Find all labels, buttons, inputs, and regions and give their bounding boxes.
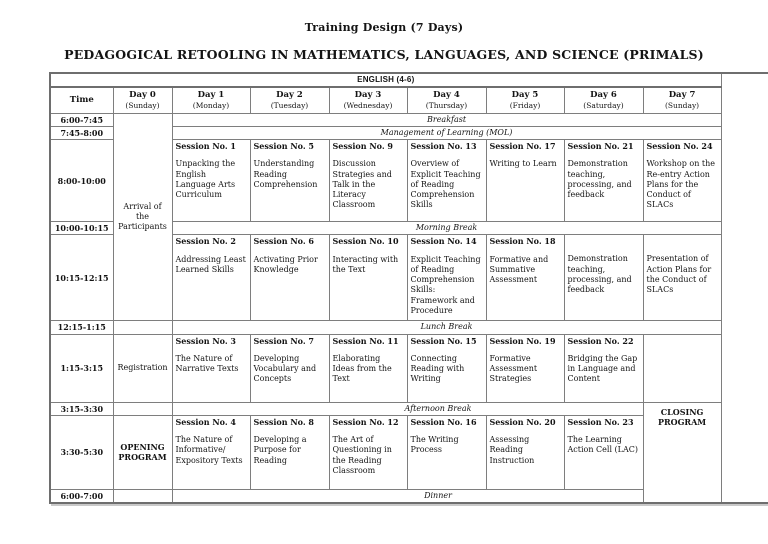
session-cell xyxy=(407,140,486,222)
session-title: Discussion Strategies and Talk in the Literacy Classroom xyxy=(332,159,392,210)
session-number: Session No. 17 xyxy=(489,141,556,152)
session-title: Formative Assessment Strategies xyxy=(489,353,538,384)
session-number: Session No. 21 xyxy=(567,141,634,152)
day-label: Day 6 xyxy=(590,90,617,101)
mol-cell: Management of Learning (MOL) xyxy=(172,126,721,139)
time-cell: 10:00-10:15 xyxy=(50,222,113,235)
session-title: Understanding Reading Comprehension xyxy=(253,159,318,189)
session-title: Developing Vocabulary and Concepts xyxy=(253,353,317,384)
session-cell xyxy=(486,140,564,222)
session-number: Session No. 15 xyxy=(410,335,477,346)
session-title: Demonstration teaching, processing, and feedback xyxy=(567,159,632,200)
day-sublabel: (Sunday) xyxy=(125,101,160,111)
breakfast-cell: Breakfast xyxy=(172,113,721,126)
session-cell xyxy=(564,415,643,489)
session-cell xyxy=(329,140,407,222)
page-title: Training Design (7 Days) xyxy=(304,21,464,34)
session-number: Session No. 22 xyxy=(567,335,634,346)
day0-arrival-cell: Arrival of the Participants xyxy=(113,113,172,321)
session-cell xyxy=(486,334,564,402)
session-cell xyxy=(172,140,250,222)
page-subtitle: PEDAGOGICAL RETOOLING IN MATHEMATICS, LANGUAGES, AND SCIENCE (PRIMALS) xyxy=(64,47,704,62)
day-sublabel: (Monday) xyxy=(192,101,230,111)
session-number: Session No. 19 xyxy=(489,335,556,346)
session-cell xyxy=(172,334,250,402)
session-cell xyxy=(564,235,643,321)
col-header-day1 xyxy=(172,87,250,113)
dinner-cell: Dinner xyxy=(172,489,643,503)
session-title: Presentation of Action Plans for the Conduct of SLACs xyxy=(646,254,712,295)
session-title: Activating Prior Knowledge xyxy=(253,254,318,274)
session-title: Addressing Least Learned Skills xyxy=(175,254,246,274)
day-label: Day 7 xyxy=(668,90,696,101)
session-number: Session No. 20 xyxy=(489,416,556,427)
session-cell xyxy=(564,140,643,222)
col-header-day3 xyxy=(329,87,407,113)
session-cell xyxy=(407,235,486,321)
time-cell: 12:15-1:15 xyxy=(50,321,113,334)
day-sublabel: (Wednesday) xyxy=(343,101,393,111)
session-title: Developing a Purpose for Reading xyxy=(253,435,307,465)
session-number: Session No. 10 xyxy=(332,236,399,247)
session-title: The Art of Questioning in the Reading Classroom xyxy=(332,435,392,475)
session-title: Explicit Teaching of Reading Comprehension Skills: Framework and Procedure xyxy=(410,254,481,315)
time-cell: 6:00-7:45 xyxy=(50,113,113,126)
session-title: Overview of Explicit Teaching of Reading Comprehension Skills xyxy=(410,159,481,210)
session-cell xyxy=(643,235,721,321)
day-sublabel: (Sunday) xyxy=(664,101,700,111)
time-cell: 1:15-3:15 xyxy=(50,334,113,402)
session-title: The Nature of Narrative Texts xyxy=(175,353,239,374)
session-cell xyxy=(407,415,486,489)
day0-opening-program-cell: OPENING PROGRAM xyxy=(113,415,172,489)
table-banner: ENGLISH (4-6) xyxy=(50,73,721,87)
session-title: Formative and Summative Assessment xyxy=(489,254,549,285)
row-breakfast xyxy=(50,113,768,126)
session-number xyxy=(647,236,718,246)
session-cell xyxy=(643,140,721,222)
col-header-day6 xyxy=(564,87,643,113)
session-cell xyxy=(250,140,329,222)
session-number: Session No. 14 xyxy=(410,236,477,247)
session-cell xyxy=(486,235,564,321)
session-number: Session No. 6 xyxy=(253,236,314,247)
session-number: Session No. 13 xyxy=(410,141,477,152)
header-row xyxy=(50,87,768,113)
session-title: Elaborating Ideas from the Text xyxy=(332,353,392,384)
col-header-day2 xyxy=(250,87,329,113)
day-label: Day 4 xyxy=(433,90,460,101)
session-title: Unpacking the English Language Arts Curriculum xyxy=(175,159,236,200)
session-number: Session No. 3 xyxy=(175,335,236,346)
col-header-day0 xyxy=(113,87,172,113)
session-title: The Writing Process xyxy=(410,435,459,455)
day0-registration-cell: Registration xyxy=(113,334,172,402)
training-schedule-table xyxy=(49,72,768,504)
session-number: Session No. 2 xyxy=(175,236,236,247)
day0-empty-cell xyxy=(113,489,172,503)
time-cell: 3:15-3:30 xyxy=(50,402,113,415)
banner-row xyxy=(50,73,768,87)
time-cell: 10:15-12:15 xyxy=(50,235,113,321)
day-sublabel: (Saturday) xyxy=(583,101,624,111)
session-cell xyxy=(250,415,329,489)
session-cell xyxy=(564,334,643,402)
session-title: Interacting with the Text xyxy=(332,254,399,274)
col-header-day7 xyxy=(643,87,721,113)
session-title: Workshop on the Re-entry Action Plans for the Conduct of SLACs xyxy=(646,159,716,210)
session-number: Session No. 8 xyxy=(253,416,314,427)
row-lunch-break xyxy=(50,321,768,334)
session-number: Session No. 24 xyxy=(646,141,713,152)
morning-break-cell: Morning Break xyxy=(172,222,721,235)
col-header-time xyxy=(50,87,113,113)
session-cell xyxy=(329,235,407,321)
session-cell xyxy=(329,334,407,402)
time-cell: 7:45-8:00 xyxy=(50,126,113,139)
day-sublabel: (Tuesday) xyxy=(270,101,309,111)
day0-empty-cell xyxy=(113,402,172,415)
day-label: Day 3 xyxy=(354,90,382,101)
time-header-label: Time xyxy=(69,95,94,106)
session-title: Assessing Reading Instruction xyxy=(489,435,535,465)
session-cell xyxy=(486,415,564,489)
session-number: Session No. 12 xyxy=(332,416,399,427)
day7-empty-cell xyxy=(643,334,721,402)
day-sublabel: (Friday) xyxy=(509,101,541,111)
session-number: Session No. 4 xyxy=(175,416,236,427)
session-title: Bridging the Gap in Language and Content xyxy=(567,353,638,384)
session-cell xyxy=(250,235,329,321)
day0-empty-cell xyxy=(113,321,172,334)
session-cell xyxy=(407,334,486,402)
session-cell xyxy=(329,415,407,489)
day7-closing-program-cell: CLOSING PROGRAM xyxy=(643,402,721,503)
session-number: Session No. 7 xyxy=(253,335,314,346)
day-label: Day 2 xyxy=(276,90,303,101)
session-number: Session No. 23 xyxy=(567,416,634,427)
time-cell: 6:00-7:00 xyxy=(50,489,113,503)
session-number: Session No. 16 xyxy=(410,416,477,427)
col-header-day4 xyxy=(407,87,486,113)
session-number: Session No. 9 xyxy=(332,141,393,152)
afternoon-break-cell: Afternoon Break xyxy=(172,402,643,415)
day-label: Day 1 xyxy=(197,90,225,101)
row-afternoon-break xyxy=(50,402,768,415)
col-header-day5 xyxy=(486,87,564,113)
day-label: Day 5 xyxy=(511,90,539,101)
session-cell xyxy=(172,235,250,321)
session-cell xyxy=(250,334,329,402)
session-title: Writing to Learn xyxy=(489,159,557,169)
time-cell: 8:00-10:00 xyxy=(50,140,113,222)
session-cell xyxy=(172,415,250,489)
session-number xyxy=(568,236,640,246)
session-title: The Nature of Informative/ Expository Texts xyxy=(175,435,243,465)
session-title: Demonstration teaching, processing, and feedback xyxy=(567,254,632,295)
day-label: Day 0 xyxy=(129,90,156,101)
row-afternoon-sessions xyxy=(50,334,768,402)
day-sublabel: (Thursday) xyxy=(425,101,468,111)
session-number: Session No. 11 xyxy=(332,335,399,346)
lunch-break-cell: Lunch Break xyxy=(172,321,721,334)
session-number: Session No. 1 xyxy=(175,141,236,152)
session-title: The Learning Action Cell (LAC) xyxy=(567,435,639,455)
session-number: Session No. 18 xyxy=(489,236,556,247)
session-title: Connecting Reading with Writing xyxy=(410,353,465,384)
time-cell: 3:30-5:30 xyxy=(50,415,113,489)
session-number: Session No. 5 xyxy=(253,141,314,152)
